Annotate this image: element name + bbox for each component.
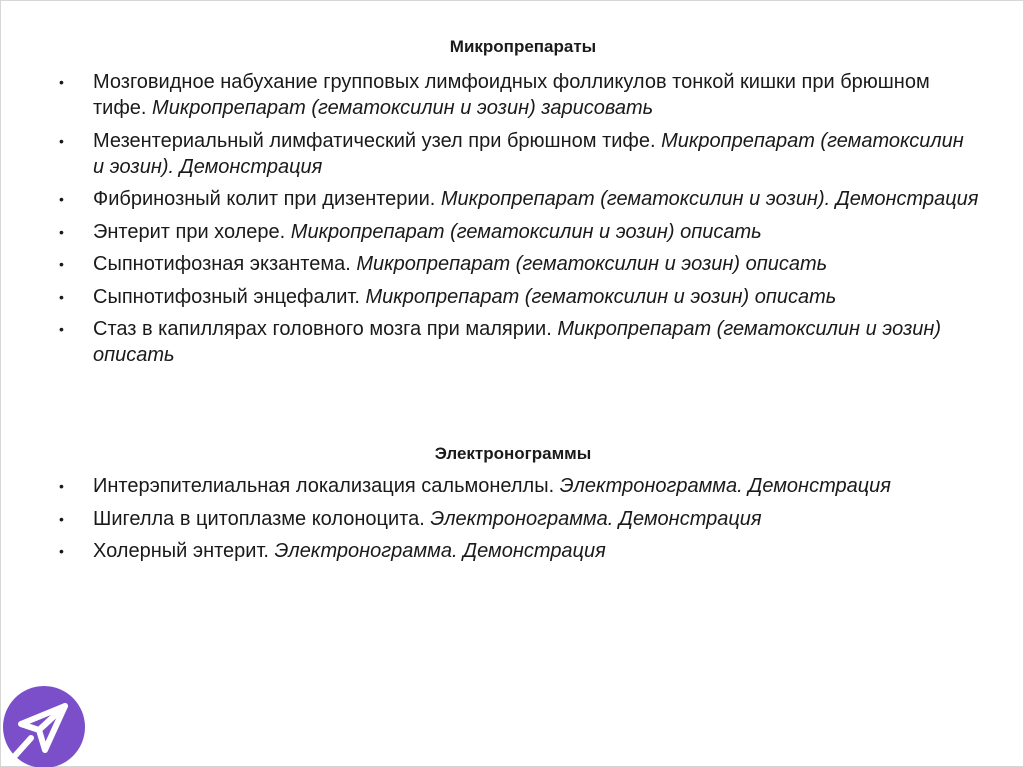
item-italic: Электронограмма. Демонстрация — [274, 540, 606, 562]
item-text: Интерэпителиальная локализация сальмонеллы. — [93, 475, 560, 497]
bullet-icon: • — [59, 74, 64, 90]
paper-plane-logo-icon[interactable] — [3, 686, 85, 767]
list-item — [59, 251, 979, 277]
bullet-icon: • — [59, 478, 64, 494]
bullet-icon: • — [59, 288, 64, 305]
micro-list — [59, 69, 979, 375]
list-item — [59, 473, 979, 499]
item-text: Сыпнотифозная экзантема. — [93, 253, 357, 275]
item-italic: Микропрепарат (гематоксилин и эозин) описать — [356, 253, 828, 275]
item-text: Фибринозный колит при дизентерии. — [93, 188, 441, 210]
bullet-icon: • — [59, 223, 64, 240]
list-item — [59, 69, 979, 121]
item-text: Стаз в капиллярах головного мозга при малярии. — [93, 318, 558, 340]
item-italic: Электронограмма. Демонстрация — [430, 507, 762, 530]
list-item — [59, 219, 979, 245]
item-italic: Микропрепарат (гематоксилин и эозин) зарисовать — [152, 97, 654, 119]
item-text: Шигелла в цитоплазме колоноцита. — [93, 507, 431, 530]
item-text: Энтерит при холере. — [93, 220, 291, 243]
item-italic: Микропрепарат (гематоксилин и эозин) описать — [93, 318, 942, 366]
electron-list — [59, 473, 979, 571]
item-italic: Микропрепарат (гематоксилин и эозин) описать — [290, 220, 762, 243]
list-item — [59, 538, 979, 564]
item-italic: Электронограмма. Демонстрация — [559, 475, 891, 497]
bullet-icon: • — [59, 132, 64, 149]
section-title-electron: Электронограммы — [434, 444, 592, 463]
list-item — [59, 284, 979, 310]
bullet-icon: • — [59, 256, 64, 272]
bullet-icon: • — [59, 510, 64, 527]
item-text: Мозговидное набухание групповых лимфоидных фолликулов тонкой кишки при брюшном тифе. — [93, 71, 930, 119]
bullet-icon: • — [59, 543, 64, 559]
list-item — [59, 316, 979, 368]
section-title-micro: Микропрепараты — [449, 37, 597, 56]
bullet-icon: • — [59, 191, 64, 207]
item-text: Сыпнотифозный энцефалит. — [93, 285, 366, 308]
list-item — [59, 128, 979, 180]
item-italic: Микропрепарат (гематоксилин и эозин) описать — [365, 285, 837, 308]
item-text: Мезентериальный лимфатический узел при брюшном тифе. — [93, 129, 662, 152]
item-text: Холерный энтерит. — [93, 540, 275, 562]
bullet-icon: • — [59, 321, 64, 337]
item-italic: Микропрепарат (гематоксилин и эозин). Демонстрация — [440, 188, 979, 210]
list-item — [59, 186, 979, 212]
list-item — [59, 506, 979, 532]
item-italic: Микропрепарат (гематоксилин и эозин). Демонстрация — [93, 129, 964, 178]
